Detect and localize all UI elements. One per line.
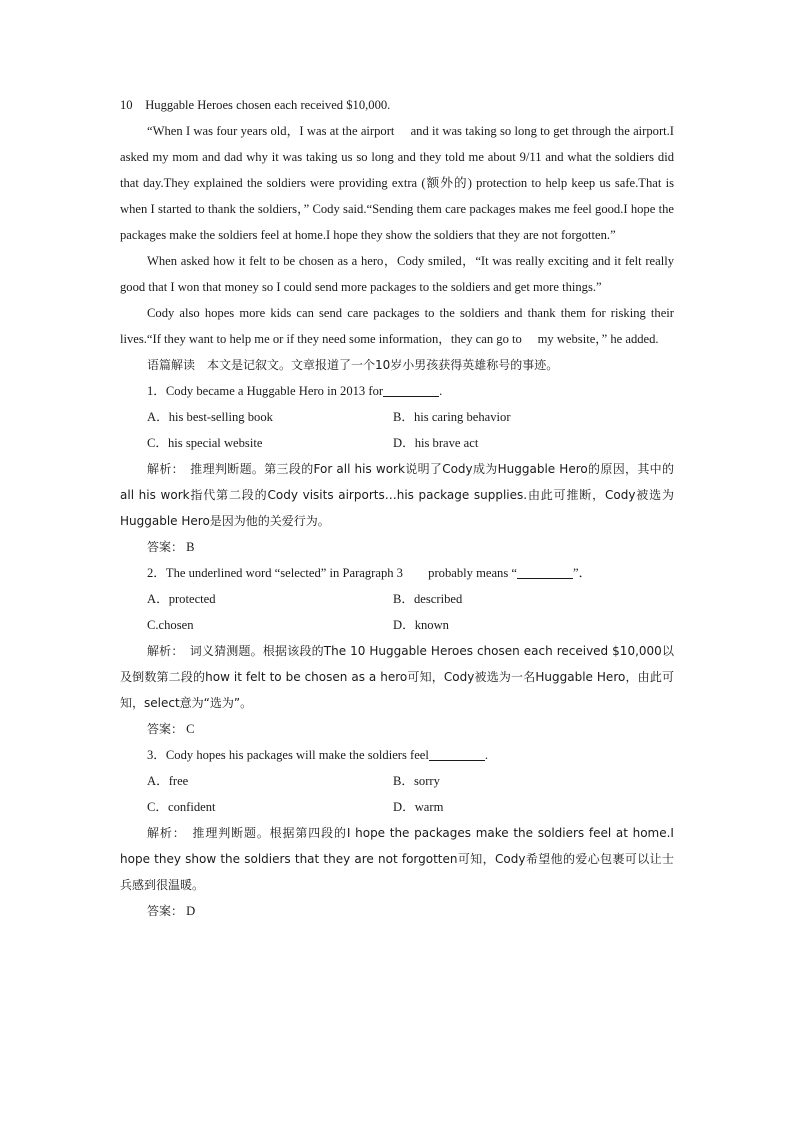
question-3-explain-label: 解析： [147, 826, 180, 840]
question-1-answer-label: 答案： [147, 540, 184, 554]
question-2-explanation [120, 638, 674, 716]
question-2-option-d: D．known [393, 618, 449, 632]
question-3-option-a: A．free [147, 774, 189, 788]
question-1-option-c: C．his special website [147, 436, 263, 450]
question-3-explanation [120, 820, 674, 898]
analysis-text: 本文是记叙文。文章报道了一个10岁小男孩获得英雄称号的事迹。 [195, 358, 559, 372]
question-1-explain-label: 解析： [147, 462, 178, 476]
question-3-answer-value: D [186, 904, 196, 918]
question-3-stem-end: . [484, 748, 489, 762]
passage-paragraph-hopes: Cody also hopes more kids can send care packages to the soldiers and thank them for risking their lives.“If they want to help me or if they need some information，they can go to my website，” he added. [120, 306, 674, 346]
passage-paragraph-hero: When asked how it felt to be chosen as a hero，Cody smiled，“It was really exciting and it felt really good that I won that money so I could send more packages to the soldiers and get more things.” [120, 254, 674, 294]
question-3-option-d: D．warm [393, 800, 444, 814]
question-1-answer [120, 534, 674, 560]
question-2-option-c: C.chosen [147, 618, 194, 632]
question-2-answer [120, 716, 674, 742]
question-2-option-b: B．described [393, 592, 463, 606]
question-1-options-row-1 [120, 404, 674, 430]
question-2-stem-text: 2．The underlined word “selected” in Paragraph 3 probably means “ [147, 566, 517, 580]
question-3-stem [120, 742, 674, 768]
passage-paragraph-quote: “When I was four years old，I was at the airport and it was taking so long to get through the airport.I asked my mom and dad why it was taking us so long and they told me about 9/11 and what the soldiers did that day.They explained the soldiers were providing extra (额外的) protection to help keep us safe.That is when I started to thank the soldiers，” Cody said.“Sending them care packages makes me feel good.I hope the packages make the soldiers feel at home.I hope they show the soldiers that they are not forgotten.” [120, 124, 674, 242]
question-3-option-b: B．sorry [393, 774, 440, 788]
question-3-answer-label: 答案： [147, 904, 184, 918]
question-2-options-row-2 [120, 612, 674, 638]
question-3-answer [120, 898, 674, 924]
question-2-explain-text: 词义猜测题。根据该段的The 10 Huggable Heroes chosen each received $10,000以及倒数第二段的how it felt to be chosen as a hero可知，Cody被选为一名Huggable Hero，由此可知，select意为“选为”。 [120, 644, 674, 710]
question-1-stem [120, 378, 674, 404]
question-2-stem [120, 560, 674, 586]
question-1-answer-value: B [186, 540, 195, 554]
question-1-stem-end: . [439, 384, 443, 398]
document-page [120, 92, 674, 924]
question-1-stem-text: 1．Cody became a Huggable Hero in 2013 for [147, 384, 384, 398]
question-1-option-a: A．his best-selling book [147, 410, 273, 424]
question-3-options-row-2 [120, 794, 674, 820]
question-2-options-row-1 [120, 586, 674, 612]
question-1-option-b: B．his caring behavior [393, 410, 511, 424]
question-2-explain-label: 解析： [147, 644, 178, 658]
question-3-stem-text: 3．Cody hopes his packages will make the soldiers feel [147, 748, 429, 762]
question-2-blank [517, 564, 573, 579]
question-2-answer-label: 答案： [147, 722, 184, 736]
question-1-explanation [120, 456, 674, 534]
question-3-option-c: C．confident [147, 800, 216, 814]
question-2-stem-end: ”． [573, 566, 592, 580]
question-3-explain-text: 推理判断题。根据第四段的I hope the packages make the soldiers feel at home.I hope they show the soldiers that they are not forgotten可知，Cody希望他的爱心包裹可以让士兵感到很温暖。 [120, 826, 674, 892]
question-1-explain-text: 推理判断题。第三段的For all his work说明了Cody成为Huggable Hero的原因，其中的all his work指代第二段的Cody visits airports…his package supplies.由此可推断，Cody被选为Huggable Hero是因为他的关爱行为。 [120, 462, 674, 528]
analysis-label: 语篇解读 [147, 358, 196, 372]
question-1-option-d: D．his brave act [393, 436, 479, 450]
question-1-options-row-2 [120, 430, 674, 456]
passage-analysis [120, 352, 674, 378]
question-1-blank [383, 382, 439, 397]
question-2-option-a: A．protected [147, 592, 216, 606]
question-2-answer-value: C [186, 722, 195, 736]
question-3-options-row-1 [120, 768, 674, 794]
passage-intro-line: 10 Huggable Heroes chosen each received $10,000. [120, 98, 391, 112]
question-3-blank [429, 746, 485, 761]
